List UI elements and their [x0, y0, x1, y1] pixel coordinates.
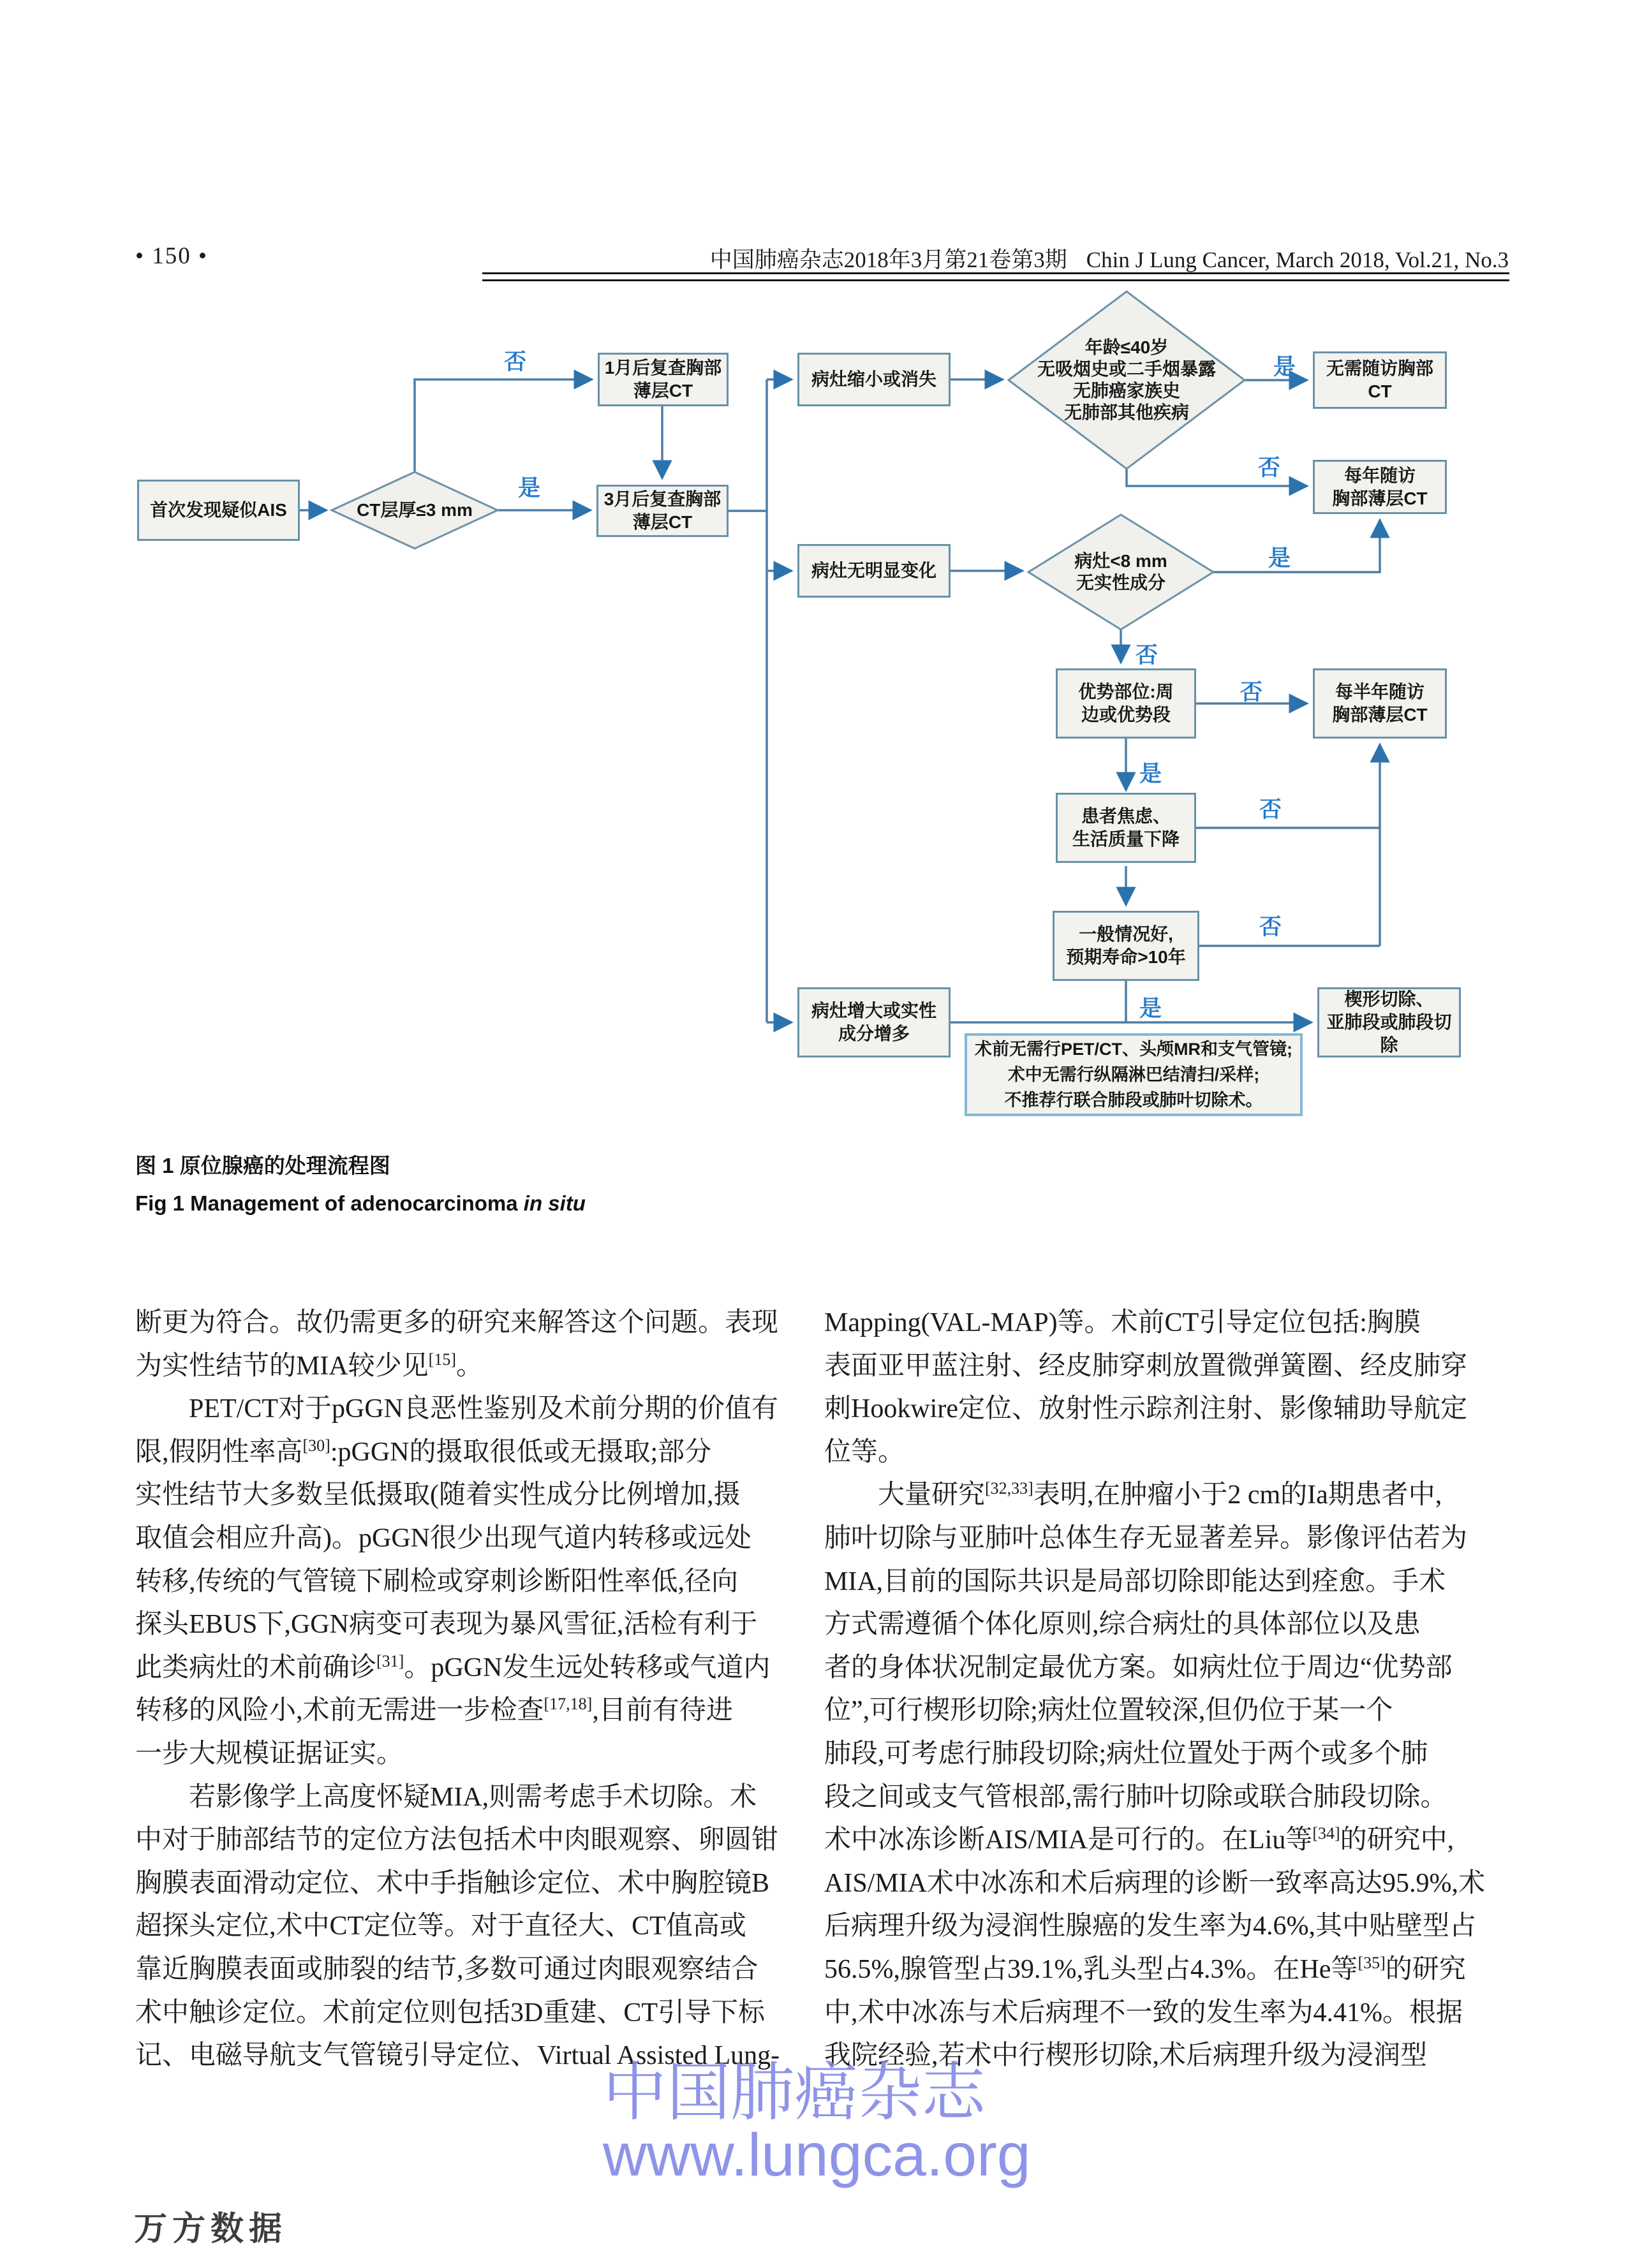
body-text-line: 实性结节大多数呈低摄取(随着实性成分比例增加,摄 [135, 1480, 741, 1510]
branch-label-yes: 是 [518, 476, 541, 501]
flow-node-line: 优势部位:周 [1078, 682, 1174, 702]
body-text-line: 转移的风险小,术前无需进一步检查[17,18],目前有待进 [135, 1695, 733, 1726]
flow-node-line: 每年随访 [1343, 465, 1416, 485]
body-text-line: 中对于肺部结节的定位方法包括术中肉眼观察、卵圆钳 [135, 1825, 779, 1855]
flow-node-line: 1月后复查胸部 [604, 358, 722, 378]
body-text-line: 胸膜表面滑动定位、术中手指触诊定位、术中胸腔镜B [135, 1868, 770, 1898]
body-text-line: 后病理升级为浸润性腺癌的发生率为4.6%,其中贴壁型占 [824, 1911, 1476, 1941]
branch-label-yes: 是 [1273, 355, 1296, 379]
body-text-line: 断更为符合。故仍需更多的研究来解答这个问题。表现 [135, 1308, 779, 1337]
flow-decision-size-solid [1046, 550, 1195, 594]
body-text-line: PET/CT对于pGGN良恶性鉴别及术前分期的价值有 [135, 1394, 779, 1424]
body-text-line: 56.5%,腺管型占39.1%,乳头型占4.3%。在He等[35]的研究 [824, 1953, 1466, 1984]
flow-node-line: 患者焦虑、 [1081, 806, 1171, 826]
body-text-line: 位等。 [824, 1437, 905, 1467]
flow-node-no-followup [1313, 351, 1447, 409]
journal-title-cn: 中国肺癌杂志2018年3月第21卷第3期 [709, 247, 1067, 272]
flow-node-line: 薄层CT [632, 512, 693, 532]
flow-node-line: 术前无需行PET/CT、头颅MR和支气管镜; [975, 1040, 1292, 1059]
branch-label-no: 否 [504, 350, 527, 374]
branch-label-no: 否 [1136, 643, 1158, 668]
flow-note-surgery-advice [965, 1033, 1303, 1116]
flow-decision-ct-thickness [338, 491, 491, 529]
figure-caption-en-main: Fig 1 Management of adenocarcinoma [135, 1191, 524, 1215]
figure-caption-zh: 图 1 原位腺癌的处理流程图 [135, 1154, 390, 1177]
flow-node-halfyear-followup [1313, 668, 1447, 739]
flow-node-lesion-shrink [797, 353, 951, 406]
branch-label-yes: 是 [1139, 996, 1162, 1021]
flow-node-yearly-followup [1313, 460, 1447, 514]
body-text-line: 我院经验,若术中行楔形切除,术后病理升级为浸润型 [824, 2041, 1428, 2071]
flow-node-line: 无实性成分 [1076, 573, 1166, 593]
flow-node-line: 楔形切除、 [1344, 989, 1434, 1009]
body-text-line: 表面亚甲蓝注射、经皮肺穿刺放置微弹簧圈、经皮肺穿 [824, 1351, 1468, 1381]
body-text-line: AIS/MIA术中冰冻和术后病理的诊断一致率高达95.9%,术 [824, 1868, 1485, 1898]
body-text-line: 探头EBUS下,GGN病变可表现为暴风雪征,活检有利于 [135, 1610, 758, 1640]
flow-node-general-condition [1053, 911, 1199, 981]
branch-label-yes: 是 [1268, 546, 1291, 571]
flow-node-line: 每半年随访 [1335, 682, 1425, 702]
body-text-line: 靠近胸膜表面或肺裂的结节,多数可通过肉眼观察结合 [135, 1954, 759, 1984]
body-text-line: 转移,传统的气管镜下刷检或穿刺诊断阳性率低,径向 [135, 1566, 739, 1596]
body-text-line: 限,假阴性率高[30]:pGGN的摄取很低或无摄取;部分 [135, 1436, 712, 1467]
flow-node-line: 病灶增大或实性 [811, 1001, 936, 1020]
flow-node-line: 3月后复查胸部 [603, 489, 722, 509]
body-text-line: 段之间或支气管根部,需行肺叶切除或联合肺段切除。 [824, 1782, 1447, 1812]
body-text-line: 一步大规模证据证实。 [135, 1739, 404, 1769]
flow-node-line: 薄层CT [633, 381, 693, 401]
body-column-right [824, 1302, 1520, 2078]
body-text-line: 术中触诊定位。术前定位则包括3D重建、CT引导下标 [135, 1998, 766, 2028]
flow-node-line: 无吸烟史或二手烟暴露 [1037, 359, 1216, 379]
branch-label-no: 否 [1259, 915, 1282, 939]
branch-label-yes: 是 [1139, 762, 1162, 786]
arrow-lines [300, 379, 1380, 1022]
flow-node-line: 预期寿命>10年 [1066, 947, 1186, 967]
body-text-line: 超探头定位,术中CT定位等。对于直径大、CT值高或 [135, 1911, 746, 1941]
flow-node-patient-anxiety [1056, 793, 1196, 863]
body-text-line: MIA,目前的国际共识是局部切除即能达到痊愈。手术 [824, 1566, 1446, 1596]
flow-node-line: 首次发现疑似AIS [150, 500, 287, 520]
flow-node-line: 病灶无明显变化 [811, 561, 936, 580]
body-text-line: Mapping(VAL-MAP)等。术前CT引导定位包括:胸膜 [824, 1308, 1421, 1337]
flow-node-line: 病灶缩小或消失 [811, 369, 936, 389]
body-text-line: 大量研究[32,33]表明,在肿瘤小于2 cm的Ia期患者中, [824, 1479, 1442, 1510]
body-text-line: 为实性结节的MIA较少见[15]。 [135, 1350, 484, 1381]
body-text-line: 记、电磁导航支气管镜引导定位、Virtual Assisted Lung- [135, 2041, 780, 2071]
flow-node-line: 胸部薄层CT [1332, 705, 1428, 725]
body-text-line: 刺Hookwire定位、放射性示踪剂注射、影像辅助导航定 [824, 1394, 1467, 1424]
branch-label-no: 否 [1259, 797, 1282, 822]
body-text-line: 者的身体状况制定最优方案。如病灶位于周边“优势部 [824, 1653, 1453, 1683]
flow-node-dominant-location [1056, 668, 1196, 739]
body-text-line: 此类病灶的术前确诊[31]。pGGN发生远处转移或气道内 [135, 1651, 771, 1683]
body-text-line: 若影像学上高度怀疑MIA,则需考虑手术切除。术 [135, 1782, 757, 1812]
branch-label-no: 否 [1240, 680, 1263, 705]
flow-node-line: 年龄≤40岁 [1084, 337, 1169, 357]
flow-node-line: CT层厚≤3 mm [357, 500, 473, 520]
flow-node-recheck-1month [598, 353, 729, 406]
figure-caption-en-italic: in situ [523, 1191, 586, 1215]
branch-label-no: 否 [1258, 455, 1281, 480]
flow-node-line: 术中无需行纵隔淋巴结清扫/采样; [1007, 1065, 1260, 1084]
flow-node-no-change [797, 544, 951, 598]
page-number: • 150 • [135, 243, 208, 269]
flow-node-line: 亚肺段或肺段切除 [1326, 1012, 1452, 1055]
body-text-line: 肺段,可考虑行肺段切除;病灶位置处于两个或多个肺 [824, 1739, 1428, 1769]
flow-decision-age-risk [1018, 337, 1235, 423]
body-text-line: 取值会相应升高)。pGGN很少出现气道内转移或远处 [135, 1523, 751, 1553]
body-text-line: 方式需遵循个体化原则,综合病灶的具体部位以及患 [824, 1610, 1421, 1640]
flow-node-lesion-growth [797, 987, 951, 1057]
flow-node-line: 病灶<8 mm [1074, 551, 1167, 571]
flow-node-line: 生活质量下降 [1072, 829, 1180, 849]
watermark-url: www.lungca.org [603, 2121, 1031, 2189]
flow-node-line: 不推荐行联合肺段或肺叶切除术。 [1004, 1091, 1263, 1110]
watermark-journal-name: 中国肺癌杂志 [603, 2057, 986, 2128]
flow-node-resection [1317, 987, 1461, 1057]
flow-node-line: 一般情况好, [1079, 924, 1173, 944]
body-text-line: 位”,可行楔形切除;病灶位置较深,但仍位于某一个 [824, 1696, 1393, 1726]
flow-node-line: 胸部薄层CT [1332, 488, 1428, 508]
flow-node-line: 边或优势段 [1081, 705, 1171, 725]
flow-node-line: 成分增多 [838, 1024, 910, 1043]
body-text-line: 肺叶切除与亚肺叶总体生存无显著差异。影像评估若为 [824, 1523, 1468, 1553]
flow-node-first-suspect-ais [137, 480, 300, 541]
flow-node-recheck-3month [596, 485, 729, 537]
body-column-left [135, 1302, 811, 2078]
journal-title-en: Chin J Lung Cancer, March 2018, Vol.21, No.3 [1086, 247, 1509, 272]
flow-node-line: 无肺癌家族史 [1072, 381, 1180, 401]
flow-node-line: 无需随访胸部CT [1326, 358, 1433, 401]
wanfang-data-logo: 万方数据 [134, 2211, 288, 2248]
body-text-line: 术中冰冻诊断AIS/MIA是可行的。在Liu等[34]的研究中, [824, 1824, 1454, 1855]
body-text-line: 中,术中冰冻与术后病理不一致的发生率为4.41%。根据 [824, 1998, 1463, 2028]
flow-node-line: 无肺部其他疾病 [1063, 402, 1189, 422]
figure-caption-en [135, 1191, 586, 1216]
